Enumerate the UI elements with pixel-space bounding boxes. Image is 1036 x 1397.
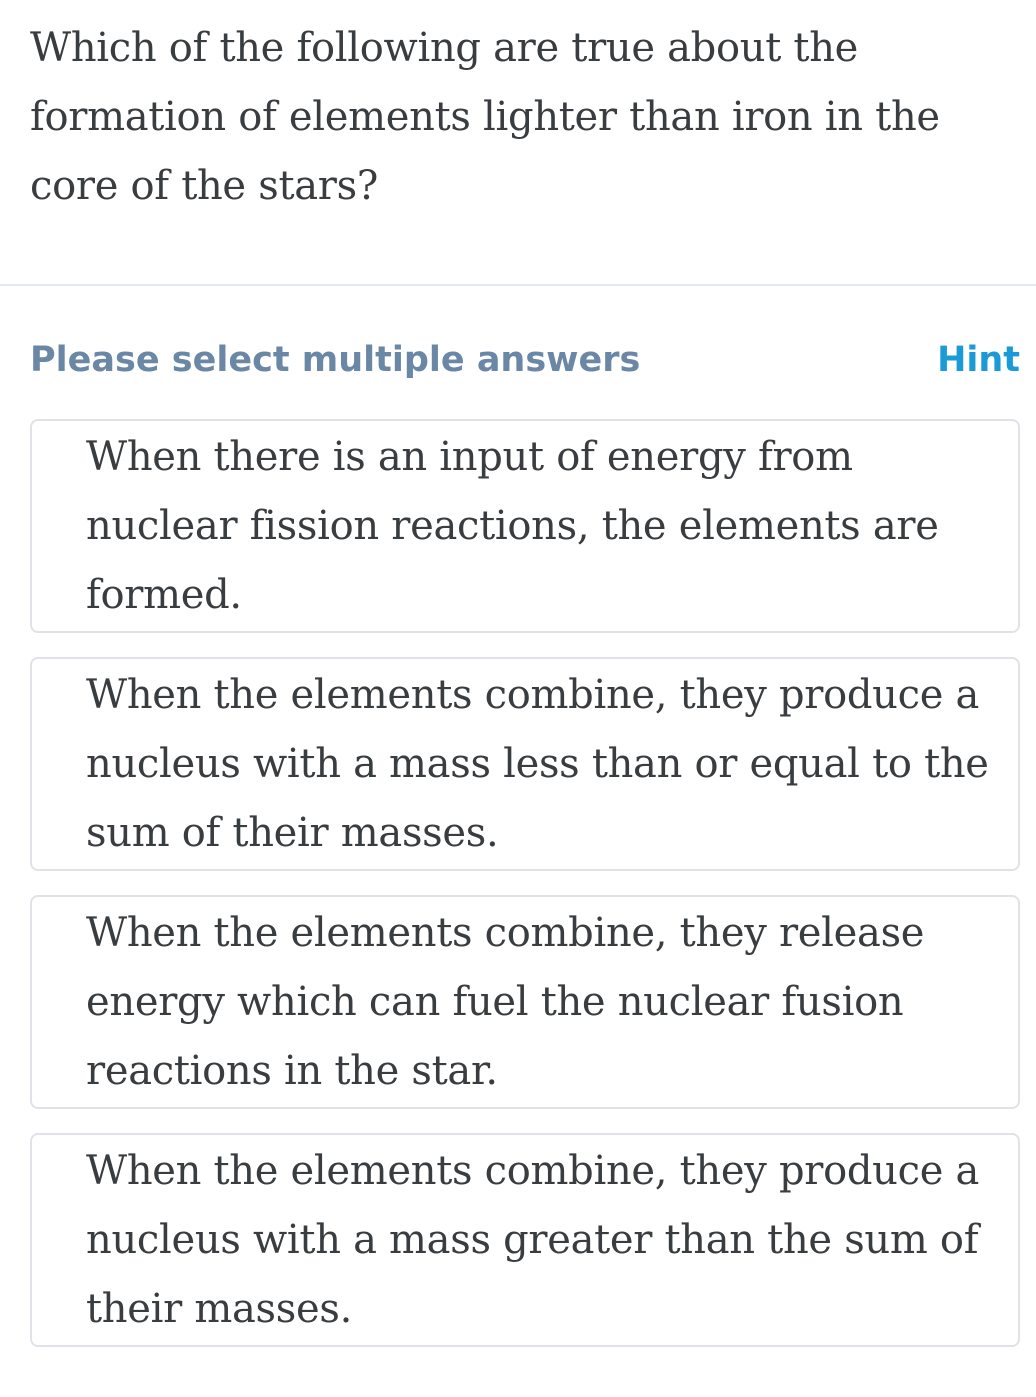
answer-option-text: When the elements combine, they produce a nucleus with a mass greater than the sum of their masses. <box>86 1148 980 1332</box>
answer-option-2[interactable] <box>30 657 1020 871</box>
answer-option-text: When there is an input of energy from nuclear fission reactions, the elements are formed. <box>86 434 939 618</box>
answer-option-text: When the elements combine, they release energy which can fuel the nuclear fusion reactions in the star. <box>86 910 925 1094</box>
divider <box>0 284 1036 286</box>
instruction-text: Please select multiple answers <box>30 340 641 380</box>
answer-options <box>30 419 1020 1371</box>
answer-option-4[interactable] <box>30 1133 1020 1347</box>
answer-option-text: When the elements combine, they produce a nucleus with a mass less than or equal to the sum of their masses. <box>86 672 989 856</box>
question-text: Which of the following are true about the formation of elements lighter than iron in the core of the stars? <box>30 25 940 209</box>
answer-option-3[interactable] <box>30 895 1020 1109</box>
answer-option-1[interactable] <box>30 419 1020 633</box>
instruction-row <box>30 334 1020 386</box>
hint-link[interactable]: Hint <box>937 340 1020 380</box>
